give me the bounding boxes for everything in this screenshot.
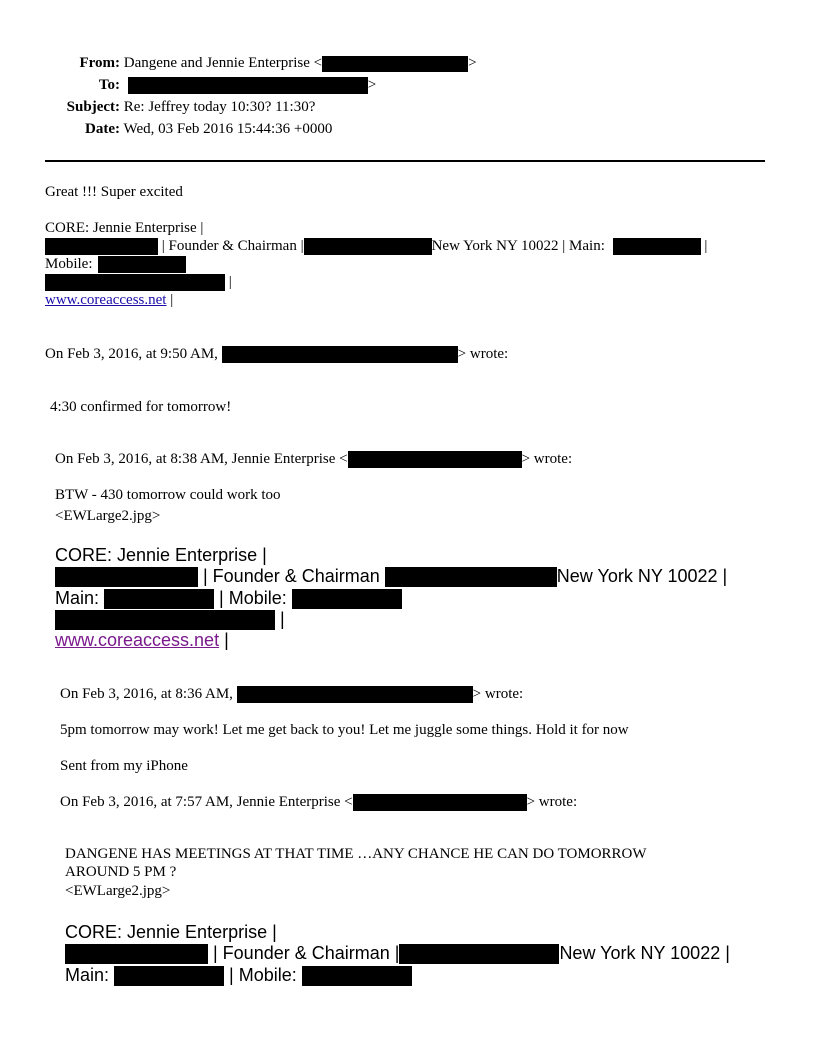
sig2-pipe: | [275, 609, 285, 629]
redacted-sig3-address [399, 944, 559, 964]
from-value: Dangene and Jennie Enterprise < [123, 55, 323, 71]
quote3-header-post: > wrote: [472, 686, 524, 702]
quote3-header-pre: On Feb 3, 2016, at 8:36 AM, [60, 686, 233, 702]
sig2-line1: CORE: Jennie Enterprise | [55, 545, 267, 565]
redacted-from-email [322, 56, 468, 72]
sig3-main-label: Main: [65, 965, 110, 985]
redacted-sig3-mobile [302, 966, 412, 986]
sig3-line2 [65, 943, 730, 964]
greeting: Great !!! Super excited [45, 184, 183, 200]
quote2-header-post: > wrote: [521, 451, 573, 467]
sig2-link-after: | [219, 630, 229, 650]
date-label: Date: [85, 121, 120, 137]
quote4-header-post: > wrote: [526, 794, 578, 810]
redacted-sig3-name [65, 944, 208, 964]
quote4-attachment: <EWLarge2.jpg> [65, 883, 171, 899]
sig1-founder: | Founder & Chairman | [158, 238, 304, 254]
sig3-city: New York NY 10022 | [559, 943, 730, 963]
quote3-line1: 5pm tomorrow may work! Let me get back to you! Let me juggle some things. Hold it for now [60, 722, 629, 738]
quote1-text: 4:30 confirmed for tomorrow! [50, 399, 232, 415]
redacted-sig2-email [55, 610, 275, 630]
subject-value: Re: Jeffrey today 10:30? 11:30? [123, 99, 316, 115]
redacted-sig2-main [104, 589, 214, 609]
redacted-sig2-name [55, 567, 198, 587]
date-value: Wed, 03 Feb 2016 15:44:36 +0000 [123, 121, 333, 137]
sig1-line5 [45, 291, 173, 309]
quote2-header-pre: On Feb 3, 2016, at 8:38 AM, Jennie Enterprise < [55, 451, 348, 467]
sig1-line2 [45, 237, 707, 255]
to-close: > [367, 77, 377, 93]
sig3-mobile-label: | Mobile: [224, 965, 297, 985]
sig1-mobile-label: Mobile: [45, 256, 93, 272]
from-close: > [468, 55, 477, 71]
quote3-header [60, 685, 523, 703]
redacted-to-email [128, 77, 368, 94]
quote1-header [45, 345, 508, 363]
redacted-quote2-sender [348, 451, 522, 468]
sig1-pipe2: | [225, 274, 232, 290]
redacted-sig2-address [385, 567, 557, 587]
subject-row [0, 98, 315, 116]
sig2-line5 [55, 630, 229, 651]
redacted-quote4-sender [353, 794, 527, 811]
redacted-sig3-main [114, 966, 224, 986]
redacted-quote1-sender [222, 346, 458, 363]
redacted-sig1-main [613, 238, 701, 255]
sig2-line4 [55, 609, 285, 630]
quote1-header-post: > wrote: [457, 346, 509, 362]
quote4-line1: DANGENE HAS MEETINGS AT THAT TIME …ANY CHANCE HE CAN DO TOMORROW [65, 846, 647, 862]
sig1-website-link[interactable]: www.coreaccess.net [45, 292, 167, 308]
from-label: From: [79, 55, 120, 71]
sig1-line3 [45, 255, 186, 273]
sig1-line4 [45, 273, 232, 291]
sig3-line1: CORE: Jennie Enterprise | [65, 922, 277, 942]
redacted-sig2-mobile [292, 589, 402, 609]
sig1-line1: CORE: Jennie Enterprise | [45, 220, 204, 236]
sig2-mobile-label: | Mobile: [214, 588, 287, 608]
quote4-header-pre: On Feb 3, 2016, at 7:57 AM, Jennie Enterprise < [60, 794, 353, 810]
to-row [0, 76, 376, 94]
quote4-header [60, 793, 577, 811]
sig2-line3 [55, 588, 402, 609]
sig2-website-link[interactable]: www.coreaccess.net [55, 630, 220, 650]
quote2-header [55, 450, 572, 468]
sig3-founder: | Founder & Chairman | [208, 943, 400, 963]
sig1-pipe: | [700, 238, 708, 254]
quote3-signoff: Sent from my iPhone [60, 758, 188, 774]
to-label: To: [98, 77, 120, 93]
quote2-attachment: <EWLarge2.jpg> [55, 508, 161, 524]
sig2-founder: | Founder & Chairman [198, 566, 380, 586]
redacted-quote3-sender [237, 686, 473, 703]
sig1-city: New York NY 10022 | Main: [431, 238, 605, 254]
date-row [0, 120, 332, 138]
redacted-sig1-name [45, 238, 158, 255]
sig2-line2 [55, 566, 727, 587]
sig3-line3 [65, 965, 412, 986]
redacted-sig1-address [304, 238, 432, 255]
redacted-sig1-email [45, 274, 225, 291]
quote4-line2: AROUND 5 PM ? [65, 864, 177, 880]
subject-label: Subject: [66, 99, 120, 115]
redacted-sig1-mobile [98, 256, 186, 273]
from-row [0, 54, 477, 72]
header-divider [45, 160, 765, 162]
sig2-main-label: Main: [55, 588, 100, 608]
quote1-header-pre: On Feb 3, 2016, at 9:50 AM, [45, 346, 218, 362]
sig2-city: New York NY 10022 | [556, 566, 728, 586]
quote2-line1: BTW - 430 tomorrow could work too [55, 487, 281, 503]
sig1-link-after: | [166, 292, 174, 308]
